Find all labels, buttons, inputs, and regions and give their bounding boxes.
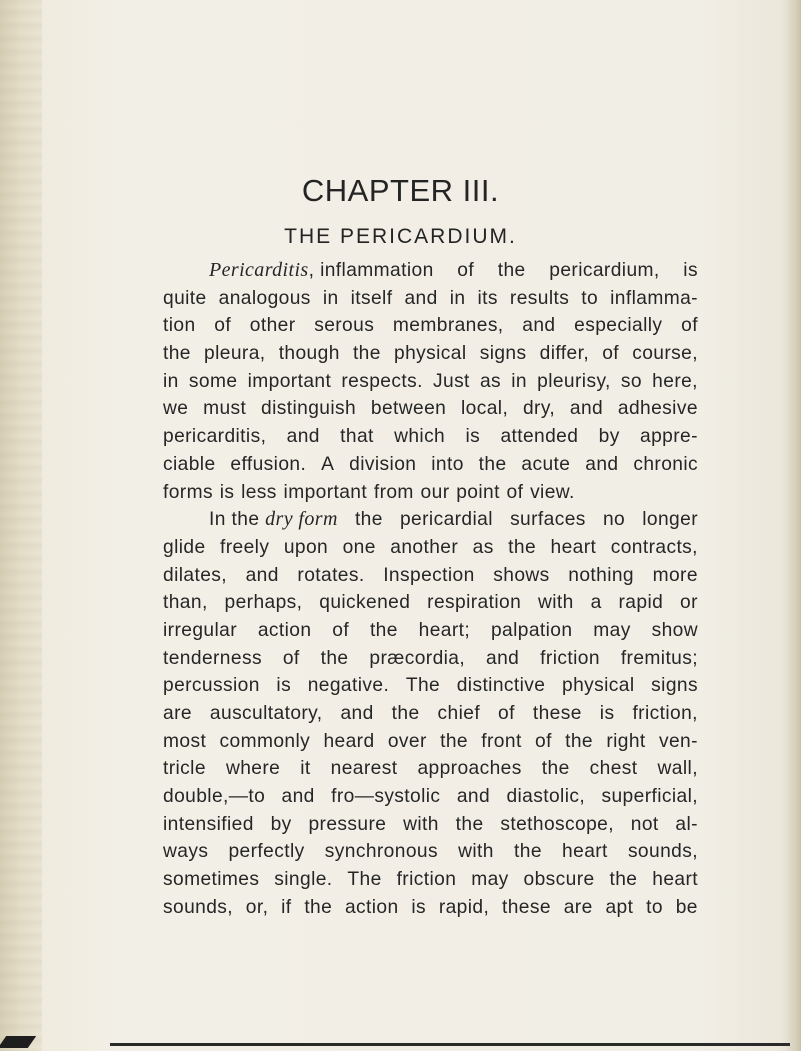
chapter-title: CHAPTER III. bbox=[301, 173, 500, 208]
word: and bbox=[340, 703, 374, 724]
word: surfaces bbox=[510, 509, 586, 531]
word: if bbox=[281, 896, 292, 918]
word: auscultatory, bbox=[209, 703, 323, 724]
word: of bbox=[535, 730, 552, 752]
word: serous bbox=[314, 315, 375, 337]
word: wall, bbox=[657, 758, 698, 780]
word: of bbox=[457, 260, 475, 281]
word: another bbox=[390, 536, 459, 558]
word: diastolic, bbox=[506, 786, 586, 808]
word: and bbox=[404, 287, 438, 309]
word: to bbox=[581, 287, 599, 309]
word: or, bbox=[245, 896, 269, 918]
word: is bbox=[411, 896, 427, 918]
body-text bbox=[163, 257, 698, 922]
word: course, bbox=[632, 343, 698, 365]
word: commonly bbox=[219, 730, 311, 752]
word: glide bbox=[163, 536, 206, 558]
word: to bbox=[646, 896, 663, 918]
word: ways bbox=[163, 841, 209, 863]
word: it bbox=[300, 758, 311, 780]
word: perfectly bbox=[228, 841, 305, 863]
text-line bbox=[163, 534, 698, 562]
word: nearest bbox=[330, 758, 398, 780]
word: a bbox=[590, 592, 602, 614]
text-line bbox=[163, 562, 698, 590]
word: are bbox=[163, 703, 192, 724]
word: sounds, bbox=[627, 841, 698, 863]
word: sounds, bbox=[163, 896, 234, 918]
word: al- bbox=[675, 813, 698, 835]
word: that bbox=[340, 426, 374, 448]
text-line bbox=[163, 728, 698, 756]
word: action bbox=[344, 896, 399, 918]
word: single. bbox=[274, 869, 333, 891]
word: double,—to bbox=[163, 786, 266, 808]
paragraph-dry-form bbox=[163, 506, 698, 921]
word: are bbox=[563, 896, 593, 918]
word: rotates. bbox=[297, 564, 365, 586]
word: and bbox=[286, 426, 320, 448]
word: obscure bbox=[523, 869, 595, 891]
word: approaches bbox=[417, 758, 522, 780]
word: sometimes bbox=[163, 869, 260, 891]
binding-gutter bbox=[0, 0, 42, 1051]
word: the bbox=[320, 647, 349, 669]
word: adhesive bbox=[617, 398, 698, 420]
lead-words: In the bbox=[209, 509, 260, 531]
word: by bbox=[598, 426, 620, 448]
word: results bbox=[509, 287, 570, 309]
text-line bbox=[163, 451, 698, 479]
word: by bbox=[270, 813, 292, 835]
word: where bbox=[225, 758, 281, 780]
word: here, bbox=[652, 370, 698, 392]
word: itself bbox=[350, 287, 393, 309]
word: physical bbox=[394, 343, 467, 365]
word: and bbox=[522, 315, 556, 337]
word: superficial, bbox=[601, 786, 698, 808]
word: fro—systolic bbox=[331, 786, 441, 808]
word: physical bbox=[562, 675, 635, 697]
word: of bbox=[602, 343, 620, 365]
word: pleurisy, bbox=[537, 370, 611, 392]
word: more bbox=[652, 564, 698, 586]
text-line bbox=[163, 866, 698, 894]
word: is bbox=[683, 260, 698, 281]
word: from bbox=[373, 481, 414, 503]
word: is bbox=[276, 675, 292, 697]
text-line bbox=[163, 479, 698, 507]
word: the bbox=[565, 730, 593, 752]
text-line bbox=[163, 257, 698, 285]
word: of bbox=[498, 703, 515, 724]
line-lead bbox=[209, 257, 434, 285]
word: in bbox=[511, 370, 527, 392]
word: in bbox=[322, 287, 339, 309]
word: especially bbox=[574, 315, 663, 337]
word: pressure bbox=[308, 813, 387, 835]
text-line bbox=[163, 395, 698, 423]
word: the bbox=[497, 260, 526, 281]
word: ven- bbox=[658, 730, 698, 752]
word: dilates, bbox=[163, 564, 227, 586]
italic-term: dry form bbox=[265, 508, 338, 531]
word: less bbox=[241, 481, 277, 503]
bottom-rule bbox=[110, 1043, 790, 1046]
word: shows bbox=[493, 564, 550, 586]
word: analogous bbox=[218, 287, 311, 309]
word: be bbox=[675, 896, 698, 918]
word: heart; bbox=[418, 619, 471, 641]
word: the bbox=[514, 841, 542, 863]
word: intensified bbox=[163, 813, 254, 835]
word: friction bbox=[540, 647, 600, 669]
word: pericardial bbox=[399, 509, 493, 531]
word: view. bbox=[530, 481, 575, 503]
word: the bbox=[352, 343, 381, 365]
word: apt bbox=[605, 896, 634, 918]
text-line bbox=[163, 368, 698, 396]
word: heart bbox=[652, 869, 698, 891]
line-lead bbox=[209, 506, 338, 534]
word: the bbox=[508, 536, 537, 558]
word: local, bbox=[461, 398, 509, 420]
word: the bbox=[391, 703, 420, 724]
word: and bbox=[281, 786, 315, 808]
word: acute bbox=[521, 453, 571, 475]
text-line bbox=[163, 645, 698, 673]
word: in bbox=[163, 370, 179, 392]
word: point bbox=[456, 481, 500, 503]
paragraph-pericarditis bbox=[163, 257, 698, 506]
word: though bbox=[278, 343, 340, 365]
page-edge-shadow bbox=[787, 0, 801, 1051]
word: attended bbox=[500, 426, 579, 448]
word: fremitus; bbox=[620, 647, 698, 669]
word: inflamma- bbox=[610, 287, 698, 309]
word: of bbox=[681, 315, 698, 337]
word: is bbox=[219, 481, 235, 503]
italic-term: Pericarditis bbox=[209, 259, 309, 281]
text-line bbox=[163, 838, 698, 866]
word: which bbox=[394, 426, 446, 448]
word: no bbox=[602, 509, 626, 531]
word: quite bbox=[163, 287, 207, 309]
word: tion bbox=[163, 315, 196, 337]
word: may bbox=[593, 619, 631, 641]
word: stethoscope, bbox=[500, 813, 614, 835]
word: show bbox=[651, 619, 698, 641]
word: signs bbox=[651, 675, 698, 697]
word: these bbox=[532, 703, 582, 724]
word: tricle bbox=[163, 758, 206, 780]
word: perhaps, bbox=[224, 592, 303, 614]
word: quickened bbox=[319, 592, 411, 614]
word: so bbox=[620, 370, 642, 392]
word: irregular bbox=[163, 619, 237, 641]
text-line bbox=[163, 672, 698, 700]
word: freely bbox=[220, 536, 270, 558]
word: and bbox=[486, 647, 520, 669]
word: and bbox=[585, 453, 619, 475]
word: is bbox=[465, 426, 481, 448]
text-line bbox=[163, 589, 698, 617]
word: contracts, bbox=[610, 536, 698, 558]
word: between bbox=[370, 398, 447, 420]
word: as bbox=[472, 536, 494, 558]
word: the bbox=[455, 813, 484, 835]
word: its bbox=[477, 287, 498, 309]
word: heart bbox=[550, 536, 597, 558]
text-line bbox=[163, 423, 698, 451]
word: the bbox=[440, 730, 468, 752]
word: with bbox=[403, 813, 439, 835]
word: of bbox=[214, 315, 232, 337]
word: pleura, bbox=[204, 343, 266, 365]
word: these bbox=[502, 896, 551, 918]
word: other bbox=[249, 315, 296, 337]
word: ciable bbox=[163, 453, 216, 475]
word: distinctive bbox=[456, 675, 546, 697]
text-line bbox=[163, 755, 698, 783]
word: effusion. bbox=[230, 453, 307, 475]
word: most bbox=[163, 730, 207, 752]
word: longer bbox=[642, 509, 698, 531]
word: than, bbox=[163, 592, 208, 614]
word: nothing bbox=[568, 564, 634, 586]
word: the bbox=[541, 758, 570, 780]
word: of bbox=[282, 647, 300, 669]
word: not bbox=[630, 813, 659, 835]
word: heard bbox=[323, 730, 375, 752]
text-line bbox=[163, 506, 698, 534]
word: A bbox=[321, 453, 335, 475]
word: over bbox=[387, 730, 427, 752]
word: chest bbox=[589, 758, 638, 780]
text-line bbox=[163, 783, 698, 811]
word: the bbox=[354, 509, 383, 531]
word: percussion bbox=[163, 675, 260, 697]
word: the bbox=[369, 619, 398, 641]
text-line bbox=[163, 285, 698, 313]
word: Just bbox=[433, 370, 470, 392]
word: rapid bbox=[618, 592, 664, 614]
word: præcordia, bbox=[369, 647, 466, 669]
text-line bbox=[163, 617, 698, 645]
word: is bbox=[599, 703, 615, 724]
word: right bbox=[606, 730, 646, 752]
word: we bbox=[163, 398, 189, 420]
word: of bbox=[506, 481, 524, 503]
word: respiration bbox=[427, 592, 522, 614]
word: important bbox=[283, 481, 368, 503]
text-line bbox=[163, 894, 698, 922]
section-title: THE PERICARDIUM. bbox=[284, 225, 517, 248]
word: important bbox=[247, 370, 332, 392]
word: the bbox=[163, 343, 191, 365]
word: some bbox=[188, 370, 238, 392]
word: chief bbox=[437, 703, 481, 724]
word: the bbox=[478, 453, 507, 475]
word: with bbox=[538, 592, 574, 614]
word: dry, bbox=[522, 398, 556, 420]
word: must bbox=[203, 398, 247, 420]
word: appre- bbox=[640, 426, 698, 448]
word: division bbox=[349, 453, 417, 475]
word: the bbox=[304, 896, 333, 918]
word: or bbox=[680, 592, 698, 614]
word: of bbox=[332, 619, 350, 641]
word: front bbox=[481, 730, 522, 752]
word: rapid, bbox=[438, 896, 490, 918]
word: distinguish bbox=[261, 398, 357, 420]
word: upon bbox=[283, 536, 329, 558]
word: one bbox=[342, 536, 376, 558]
word: and bbox=[569, 398, 604, 420]
text-line bbox=[163, 811, 698, 839]
word: membranes, bbox=[392, 315, 504, 337]
word: The bbox=[347, 869, 382, 891]
word: pericardium, bbox=[549, 260, 660, 281]
text-line bbox=[163, 700, 698, 728]
word: differ, bbox=[539, 343, 590, 365]
word: The bbox=[405, 675, 441, 697]
word: with bbox=[458, 841, 494, 863]
word: friction bbox=[396, 869, 457, 891]
word: our bbox=[420, 481, 450, 503]
word: negative. bbox=[307, 675, 390, 697]
word: , inflammation bbox=[308, 260, 434, 281]
word: respects. bbox=[341, 370, 423, 392]
word: as bbox=[479, 370, 502, 392]
text-line bbox=[163, 312, 698, 340]
word: tenderness bbox=[163, 647, 262, 669]
word: chronic bbox=[633, 453, 698, 475]
word: action bbox=[257, 619, 312, 641]
word: and bbox=[456, 786, 491, 808]
word: palpation bbox=[490, 619, 573, 641]
word: into bbox=[431, 453, 464, 475]
word: Inspection bbox=[383, 564, 475, 586]
word: heart bbox=[562, 841, 608, 863]
text-line bbox=[163, 340, 698, 368]
word: synchronous bbox=[324, 841, 438, 863]
word: forms bbox=[163, 481, 213, 503]
word: the bbox=[609, 869, 638, 891]
word: may bbox=[471, 869, 509, 891]
word: friction, bbox=[632, 703, 698, 724]
word: signs bbox=[479, 343, 527, 365]
word: in bbox=[449, 287, 466, 309]
word: pericarditis, bbox=[163, 426, 267, 448]
word: and bbox=[245, 564, 279, 586]
